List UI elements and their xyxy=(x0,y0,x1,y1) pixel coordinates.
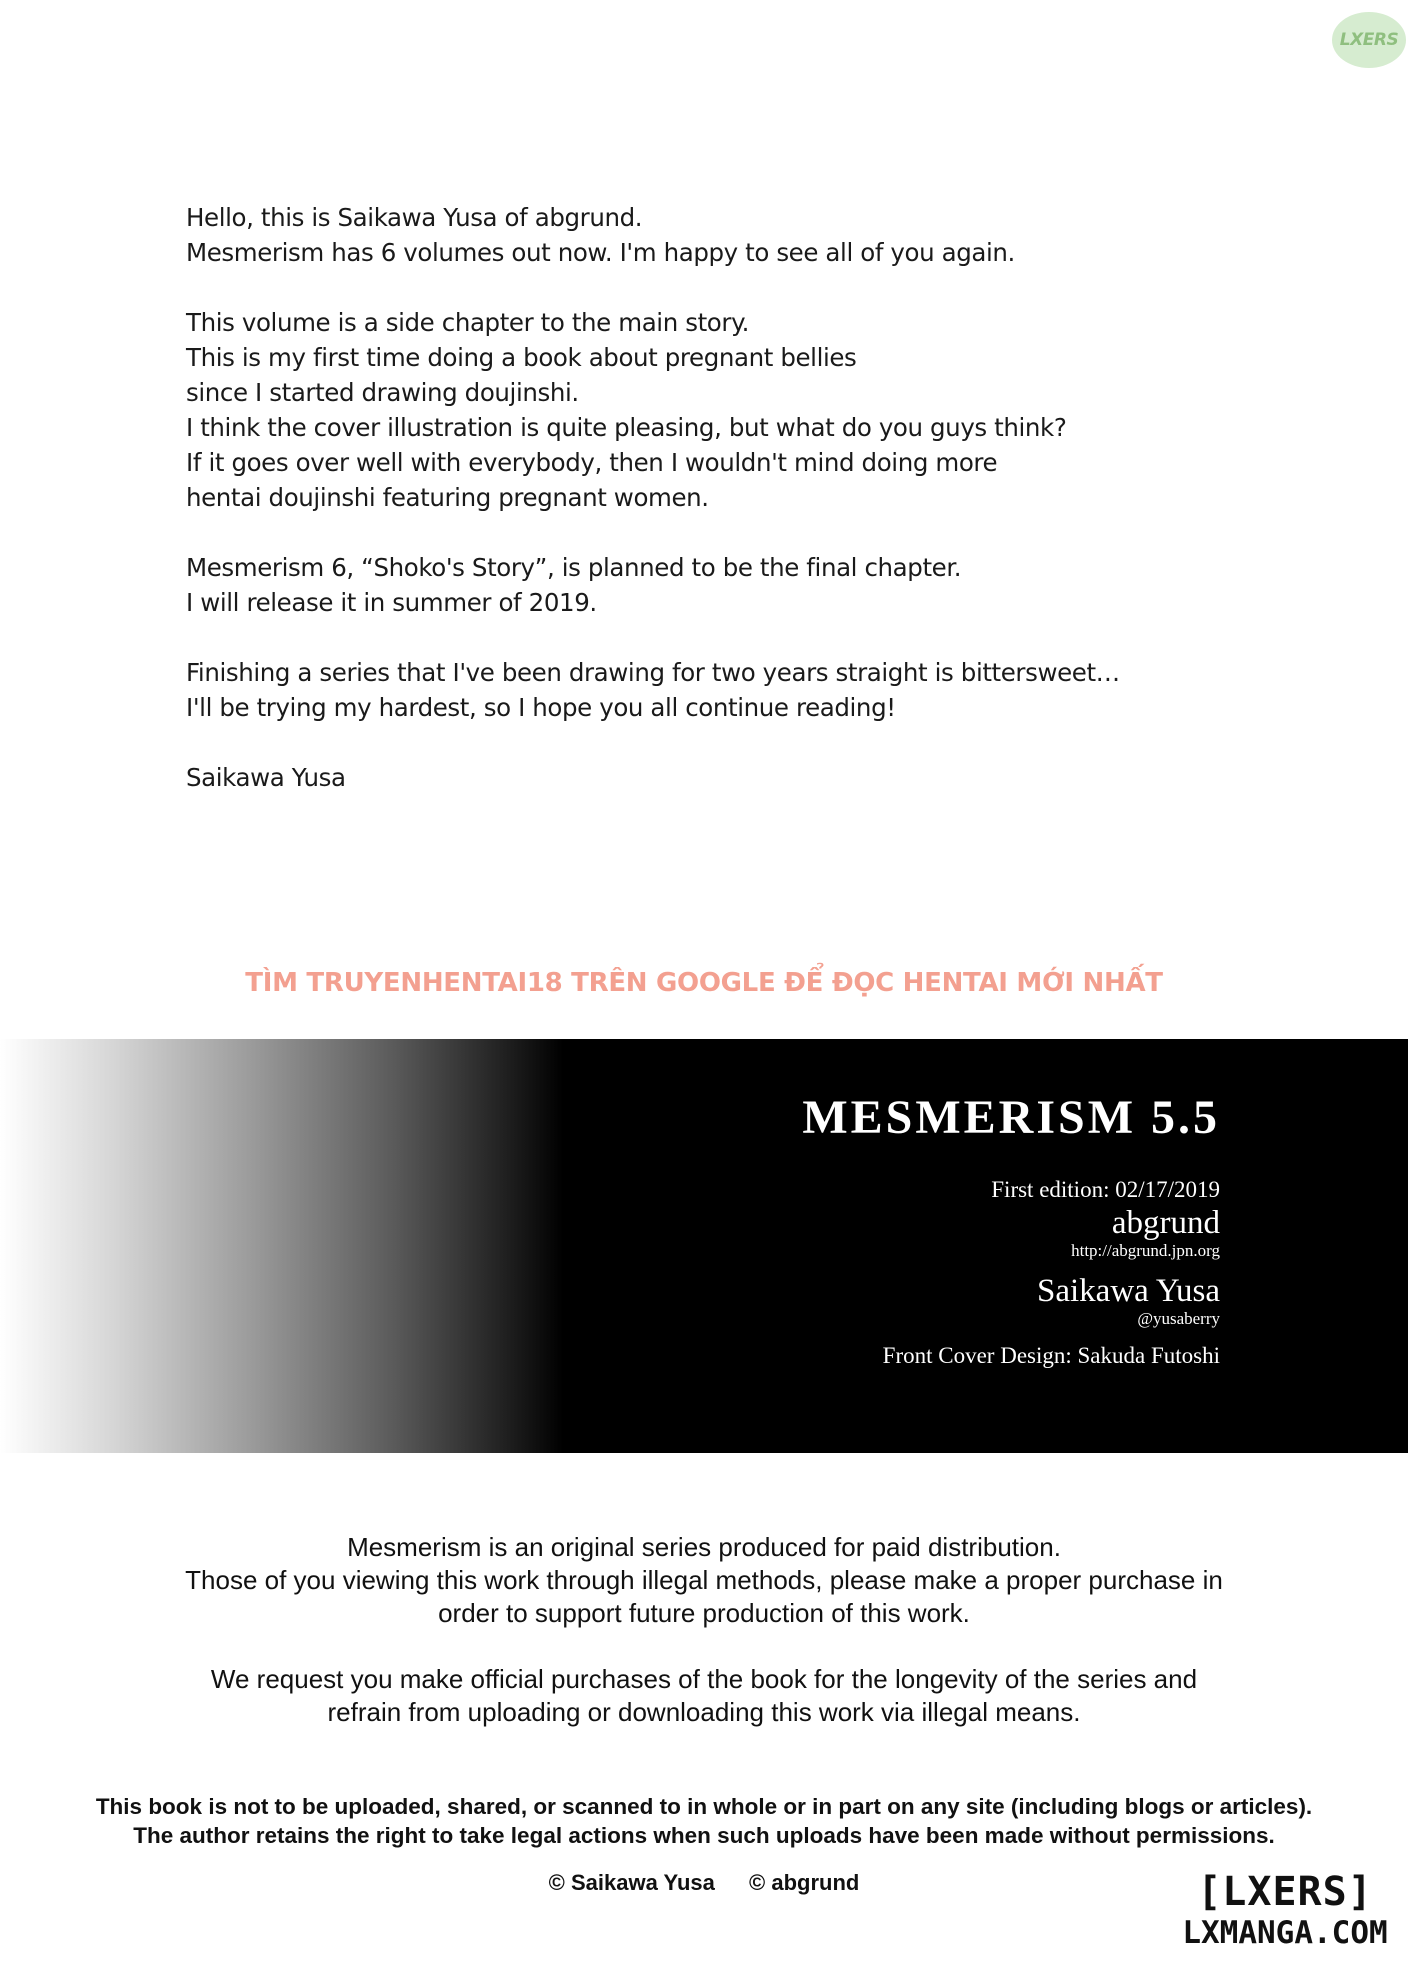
text-line: Those of you viewing this work through illegal methods, please make a proper purchase in xyxy=(185,1565,1223,1595)
afterword-paragraph xyxy=(186,655,1186,725)
notice-paragraph xyxy=(0,1663,1408,1729)
edition-date: First edition: 02/17/2019 xyxy=(991,1177,1220,1202)
text-line: Finishing a series that I've been drawing for two years straight is bittersweet… xyxy=(186,658,1120,687)
text-line: I will release it in summer of 2019. xyxy=(186,588,597,617)
author-name: Saikawa Yusa xyxy=(1037,1273,1220,1309)
copyright-author: © Saikawa Yusa xyxy=(548,1870,715,1895)
text-line: If it goes over well with everybody, then I wouldn't mind doing more xyxy=(186,448,998,477)
circle-name: abgrund xyxy=(1111,1205,1220,1241)
copyright-circle: © abgrund xyxy=(749,1870,860,1895)
afterword-paragraph xyxy=(186,550,1186,620)
text-line: Mesmerism 6, “Shoko's Story”, is planned to be the final chapter. xyxy=(186,553,962,582)
text-line: since I started drawing doujinshi. xyxy=(186,378,579,407)
text-line: I think the cover illustration is quite pleasing, but what do you guys think? xyxy=(186,413,1067,442)
distribution-notice xyxy=(0,1531,1408,1762)
text-line: This book is not to be uploaded, shared, or scanned to in whole or in part on any site (including blogs or articles). xyxy=(95,1794,1313,1819)
afterword-text xyxy=(186,200,1186,795)
text-line: I'll be trying my hardest, so I hope you all continue reading! xyxy=(186,693,896,722)
text-line: hentai doujinshi featuring pregnant women. xyxy=(186,483,709,512)
text-line: refrain from uploading or downloading this work via illegal means. xyxy=(327,1697,1081,1727)
text-line: The author retains the right to take legal actions when such uploads have been made without permissions. xyxy=(133,1823,1275,1848)
afterword-paragraph xyxy=(186,200,1186,270)
book-title: MESMERISM 5.5 xyxy=(802,1091,1220,1144)
lxers-logo xyxy=(1332,12,1406,68)
cover-design-credit: Front Cover Design: Sakuda Futoshi xyxy=(882,1343,1220,1368)
lxmanga-site-mark xyxy=(1170,1870,1400,1952)
site-mark-top: [LXERS] xyxy=(1197,1869,1373,1915)
notice-paragraph xyxy=(0,1531,1408,1630)
text-line: We request you make official purchases of the book for the longevity of the series and xyxy=(210,1664,1198,1694)
text-line: order to support future production of this work. xyxy=(438,1598,970,1628)
circle-url: http://abgrund.jpn.org xyxy=(1071,1241,1220,1260)
text-line: Mesmerism is an original series produced for paid distribution. xyxy=(347,1532,1061,1562)
text-line: This is my first time doing a book about pregnant bellies xyxy=(186,343,857,372)
afterword-signature xyxy=(186,760,1186,795)
logo-text: LXERS xyxy=(1339,30,1399,50)
text-line: This volume is a side chapter to the main story. xyxy=(186,308,750,337)
legal-warning xyxy=(0,1792,1408,1850)
site-watermark: TÌM TRUYENHENTAI18 TRÊN GOOGLE ĐỂ ĐỌC HENTAI MỚI NHẤT xyxy=(245,968,1163,998)
author-handle: @yusaberry xyxy=(1137,1309,1220,1328)
text-line: Mesmerism has 6 volumes out now. I'm happy to see all of you again. xyxy=(186,238,1015,267)
text-line: Saikawa Yusa xyxy=(186,763,346,792)
text-line: Hello, this is Saikawa Yusa of abgrund. xyxy=(186,203,643,232)
colophon xyxy=(802,1090,1220,1371)
site-mark-bottom: LXMANGA.COM xyxy=(1182,1915,1388,1951)
afterword-paragraph xyxy=(186,305,1186,515)
